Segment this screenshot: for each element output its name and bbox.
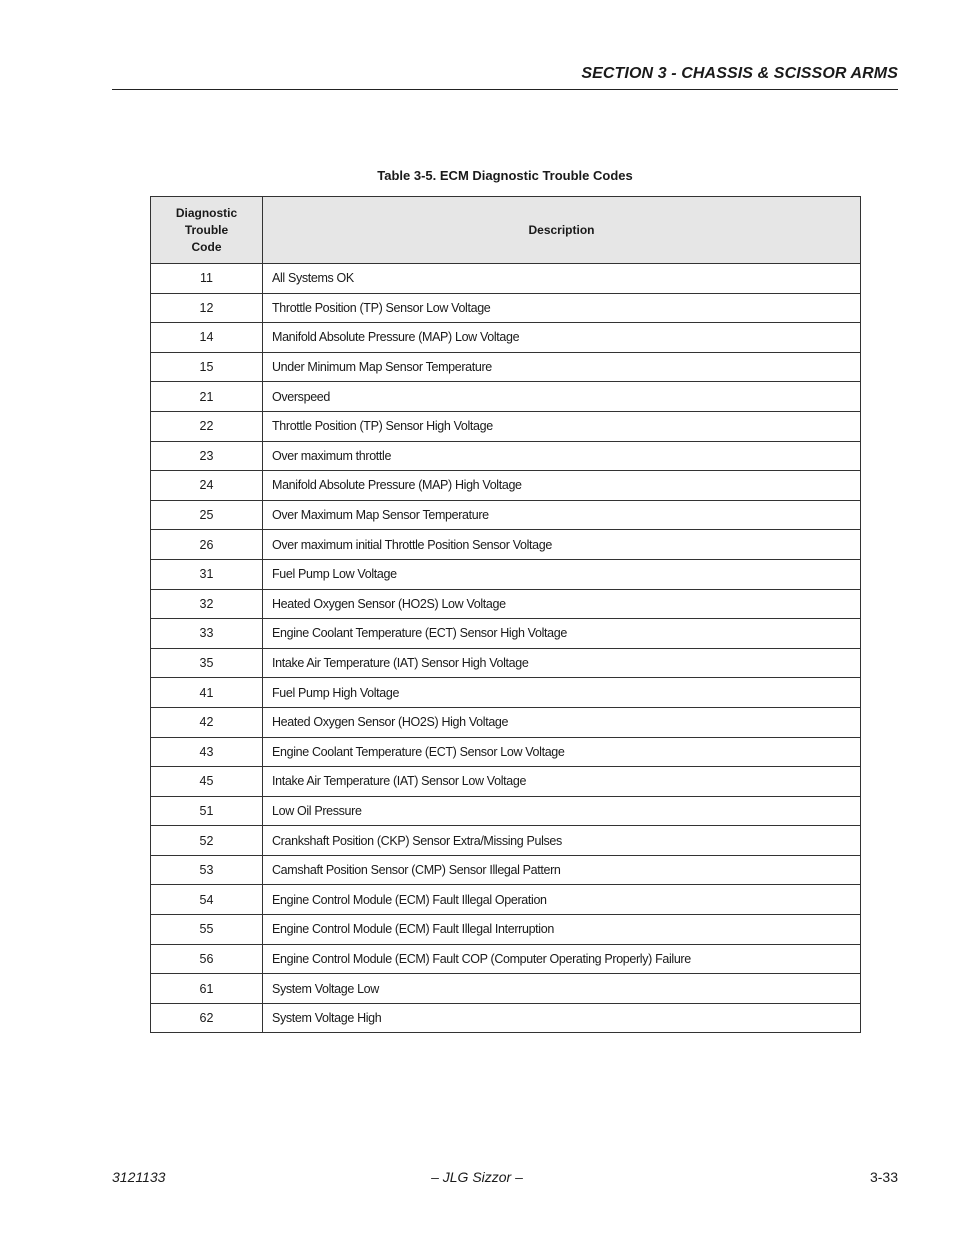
table-row [151,855,861,885]
dtc-description: System Voltage Low [263,974,861,1004]
dtc-code: 54 [151,885,263,915]
dtc-code: 53 [151,855,263,885]
header-code [151,197,263,264]
dtc-description: Low Oil Pressure [263,796,861,826]
header-code-line: Code [191,239,222,254]
dtc-code: 62 [151,1003,263,1033]
header-code-line: Trouble [184,222,229,237]
dtc-code: 61 [151,974,263,1004]
table-row [151,826,861,856]
footer-doc-number: 3121133 [112,1169,166,1185]
table-row [151,974,861,1004]
table-row [151,471,861,501]
table-row [151,1003,861,1033]
dtc-description: System Voltage High [263,1003,861,1033]
dtc-code: 32 [151,589,263,619]
table-header-row [151,197,861,264]
table-row [151,885,861,915]
dtc-code: 56 [151,944,263,974]
header-description: Description [263,197,861,264]
dtc-table [150,196,861,1033]
dtc-description: Intake Air Temperature (IAT) Sensor High Voltage [263,648,861,678]
dtc-code: 14 [151,323,263,353]
footer-page-number: 3-33 [869,1169,898,1185]
dtc-code: 42 [151,707,263,737]
table-row [151,323,861,353]
table-row [151,619,861,649]
dtc-description: Engine Coolant Temperature (ECT) Sensor Low Voltage [263,737,861,767]
dtc-code: 15 [151,352,263,382]
table-row [151,737,861,767]
table-row [151,678,861,708]
table-row [151,530,861,560]
dtc-description: Heated Oxygen Sensor (HO2S) Low Voltage [263,589,861,619]
dtc-description: Manifold Absolute Pressure (MAP) Low Voltage [263,323,861,353]
table-row [151,915,861,945]
table-caption: Table 3-5. ECM Diagnostic Trouble Codes [377,168,633,183]
table-row [151,648,861,678]
dtc-code: 45 [151,767,263,797]
dtc-description: Crankshaft Position (CKP) Sensor Extra/Missing Pulses [263,826,861,856]
table-row [151,264,861,294]
dtc-description: Camshaft Position Sensor (CMP) Sensor Illegal Pattern [263,855,861,885]
table-row [151,559,861,589]
table-row [151,500,861,530]
section-header [112,62,898,90]
table-row [151,352,861,382]
dtc-code: 25 [151,500,263,530]
dtc-code: 52 [151,826,263,856]
dtc-description: Engine Control Module (ECM) Fault Illegal Operation [263,885,861,915]
dtc-code: 43 [151,737,263,767]
dtc-description: Manifold Absolute Pressure (MAP) High Voltage [263,471,861,501]
dtc-description: Fuel Pump Low Voltage [263,559,861,589]
table-row [151,589,861,619]
footer-product: – JLG Sizzor – [431,1169,523,1185]
table-row [151,293,861,323]
dtc-code: 12 [151,293,263,323]
dtc-description: Throttle Position (TP) Sensor High Voltage [263,411,861,441]
header-code-line: Diagnostic [175,205,238,220]
dtc-code: 11 [151,264,263,294]
section-title: SECTION 3 - CHASSIS & SCISSOR ARMS [581,65,898,82]
dtc-description: Under Minimum Map Sensor Temperature [263,352,861,382]
dtc-code: 41 [151,678,263,708]
table-body [151,264,861,1033]
dtc-code: 35 [151,648,263,678]
dtc-code: 24 [151,471,263,501]
dtc-code: 23 [151,441,263,471]
dtc-description: Over maximum throttle [263,441,861,471]
table-row [151,944,861,974]
table-row [151,411,861,441]
dtc-code: 33 [151,619,263,649]
table-row [151,382,861,412]
dtc-code: 22 [151,411,263,441]
table-row [151,796,861,826]
dtc-description: Overspeed [263,382,861,412]
dtc-code: 55 [151,915,263,945]
dtc-description: Fuel Pump High Voltage [263,678,861,708]
dtc-code: 21 [151,382,263,412]
table-row [151,441,861,471]
dtc-code: 26 [151,530,263,560]
dtc-description: All Systems OK [263,264,861,294]
dtc-description: Engine Control Module (ECM) Fault COP (Computer Operating Properly) Failure [263,944,861,974]
table-row [151,767,861,797]
dtc-description: Engine Coolant Temperature (ECT) Sensor High Voltage [263,619,861,649]
table-row [151,707,861,737]
dtc-description: Throttle Position (TP) Sensor Low Voltage [263,293,861,323]
dtc-description: Intake Air Temperature (IAT) Sensor Low Voltage [263,767,861,797]
dtc-description: Over Maximum Map Sensor Temperature [263,500,861,530]
dtc-code: 51 [151,796,263,826]
dtc-code: 31 [151,559,263,589]
dtc-description: Engine Control Module (ECM) Fault Illegal Interruption [263,915,861,945]
dtc-description: Over maximum initial Throttle Position Sensor Voltage [263,530,861,560]
dtc-description: Heated Oxygen Sensor (HO2S) High Voltage [263,707,861,737]
